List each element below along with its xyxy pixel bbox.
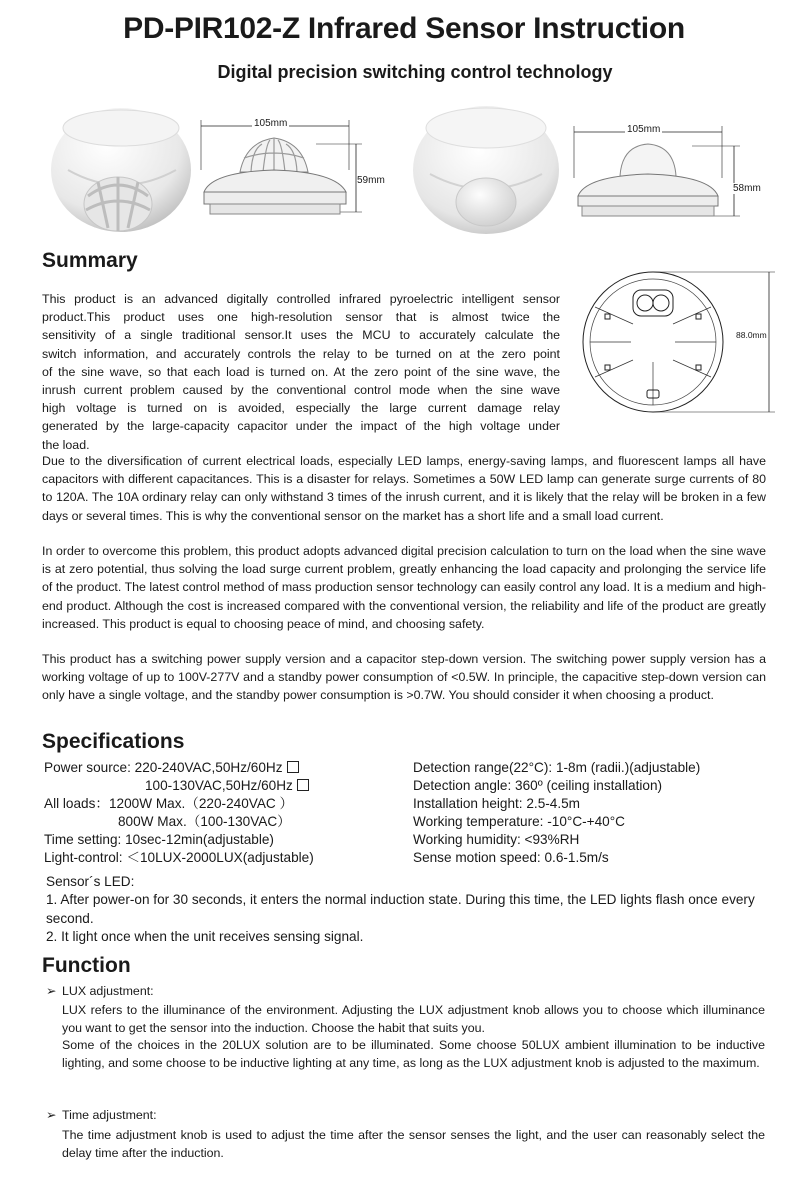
- function-heading: Function: [42, 954, 131, 977]
- spec-working-humidity: Working humidity: <93%RH: [413, 832, 580, 847]
- spec-power-source: [44, 759, 299, 777]
- spec-detection-angle: Detection angle: 360º (ceiling installation): [413, 778, 663, 793]
- dimension-drawing-1: [196, 114, 396, 226]
- arrow-bullet-icon: ➢: [46, 984, 57, 998]
- summary-line: switch information, and accurately controls the relay to be turned on at the zero point: [42, 346, 560, 361]
- lux-paragraph-1: LUX refers to the illuminance of the environment. Adjusting the LUX adjustment knob allows you to choose which illuminance you want to get the sensor into the induction. Choose the habit that suits you.: [62, 1003, 765, 1035]
- summary-heading: Summary: [42, 249, 138, 272]
- spec-detection-range: Detection range(22°C): 1-8m (radii.)(adjustable): [413, 760, 701, 775]
- dimension-drawing-2: [568, 122, 768, 230]
- spec-all-loads-alt: 800W Max.（100-130VAC）: [118, 814, 291, 829]
- summary-line: product.This product uses one high-resolution sensor that is almost twice the: [42, 310, 560, 325]
- dimension-width-label-2: 105mm: [627, 124, 661, 135]
- summary-line: This product is an advanced digitally controlled infrared pyroelectric intelligent sensor: [42, 292, 560, 306]
- spec-power-source-alt: [145, 777, 309, 795]
- spec-sense-motion-speed: Sense motion speed: 0.6-1.5m/s: [413, 850, 609, 865]
- time-paragraph-1: The time adjustment knob is used to adjust the time after the sensor senses the light, and the user can reasonably select the delay time after the induction.: [62, 1128, 765, 1160]
- spec-text: 100-130VAC,50Hz/60Hz: [145, 778, 293, 793]
- spec-working-temperature: Working temperature: -10°C-+40°C: [413, 814, 625, 829]
- led-heading: Sensor´s LED:: [46, 874, 135, 889]
- summary-line: generated by the large-capacity capacitor under the impact of the high voltage under: [42, 419, 560, 434]
- dimension-width-label-1: 105mm: [254, 118, 288, 129]
- lux-paragraph-2: Some of the choices in the 20LUX solution are to be illuminated. Some choose 50LUX ambient illumination to be inductive lighting, and some choose to be inductive lighting at any time, as long as the LUX adjustment knob is adjusted to the maximum.: [62, 1038, 765, 1070]
- spec-text: Power source: 220-240VAC,50Hz/60Hz: [44, 760, 283, 775]
- summary-line: inrush current problem caused by the conventional control mode when the sine wave: [42, 383, 560, 398]
- document-title: PD-PIR102-Z Infrared Sensor Instruction: [123, 12, 685, 45]
- base-diameter-label: 88.0mm: [736, 330, 767, 340]
- summary-line: of the sine wave, so that each load is turned on. At the zero point of the sine wave, the: [42, 364, 560, 379]
- product-photo-2: [410, 98, 562, 240]
- summary-paragraph-4: This product has a switching power supply version and a capacitor step-down version. The switching power supply version has a working voltage of up to 100V-277V and a standby power consumption of <0.5W. In principle, the capacitive step-down version can only have a single voltage, and the standby power consumption is >0.7W. You should consider it when choosing a product.: [42, 652, 766, 703]
- spec-all-loads: All loads：1200W Max.（220-240VAC ）: [44, 796, 294, 811]
- dimension-height-label-1: 59mm: [357, 175, 385, 186]
- lux-heading-text: LUX adjustment:: [62, 984, 154, 998]
- summary-line: high voltage is turned on is avoided, especially the large current damage relay: [42, 401, 560, 416]
- specifications-heading: Specifications: [42, 730, 185, 753]
- checkbox-icon: [287, 761, 299, 773]
- summary-paragraph-3: In order to overcome this problem, this product adopts advanced digital precision calculation to turn on the load when the sine wave is at zero potential, thus solving the load surge current problem, greatly enhancing the load capacity and prolonging the service life of the product. The latest control method of mass production sensor technology can easily control any load. It is a medium and high-end product. Although the cost is increased compared with the conventional version, the reliability and life of the product are greatly increased. This product is equal to choosing peace of mind, and choosing safety.: [42, 544, 766, 631]
- summary-paragraph-2: Due to the diversification of current electrical loads, especially LED lamps, energy-saving lamps, and fluorescent lamps all have capacitors with different capacitances. This is a disaster for relays. Sometimes a 50W LED lamp can generate surge currents of 80 to 120A. The 10A ordinary relay can only withstand 3 times of the inrush current, and it is likely that the relay will be broken in a few days or several times. This is why the conventional sensor on the market has a short life and a small load current.: [42, 454, 766, 523]
- summary-paragraph-1: [42, 290, 560, 454]
- dimension-height-label-2: 58mm: [733, 183, 761, 194]
- spec-light-control: Light-control: ＜10LUX-2000LUX(adjustable): [44, 850, 314, 865]
- led-item-1: 1. After power-on for 30 seconds, it enters the normal induction state. During this time, the LED lights flash once every second.: [46, 892, 755, 926]
- document-subtitle: Digital precision switching control technology: [217, 62, 613, 82]
- spec-time-setting: Time setting: 10sec-12min(adjustable): [44, 832, 274, 847]
- time-heading-text: Time adjustment:: [62, 1108, 157, 1122]
- product-photo-1: [48, 100, 194, 240]
- summary-line: sensitivity of a single traditional sensor.It uses the MCU to accurately calculate the: [42, 328, 560, 343]
- checkbox-icon: [297, 779, 309, 791]
- time-adjustment-heading: [46, 1107, 157, 1122]
- arrow-bullet-icon: ➢: [46, 1108, 57, 1122]
- spec-installation-height: Installation height: 2.5-4.5m: [413, 796, 581, 811]
- base-plate-drawing: [575, 262, 775, 422]
- summary-line: the load.: [42, 437, 90, 452]
- lux-adjustment-heading: [46, 983, 154, 998]
- led-item-2: 2. It light once when the unit receives sensing signal.: [46, 929, 364, 944]
